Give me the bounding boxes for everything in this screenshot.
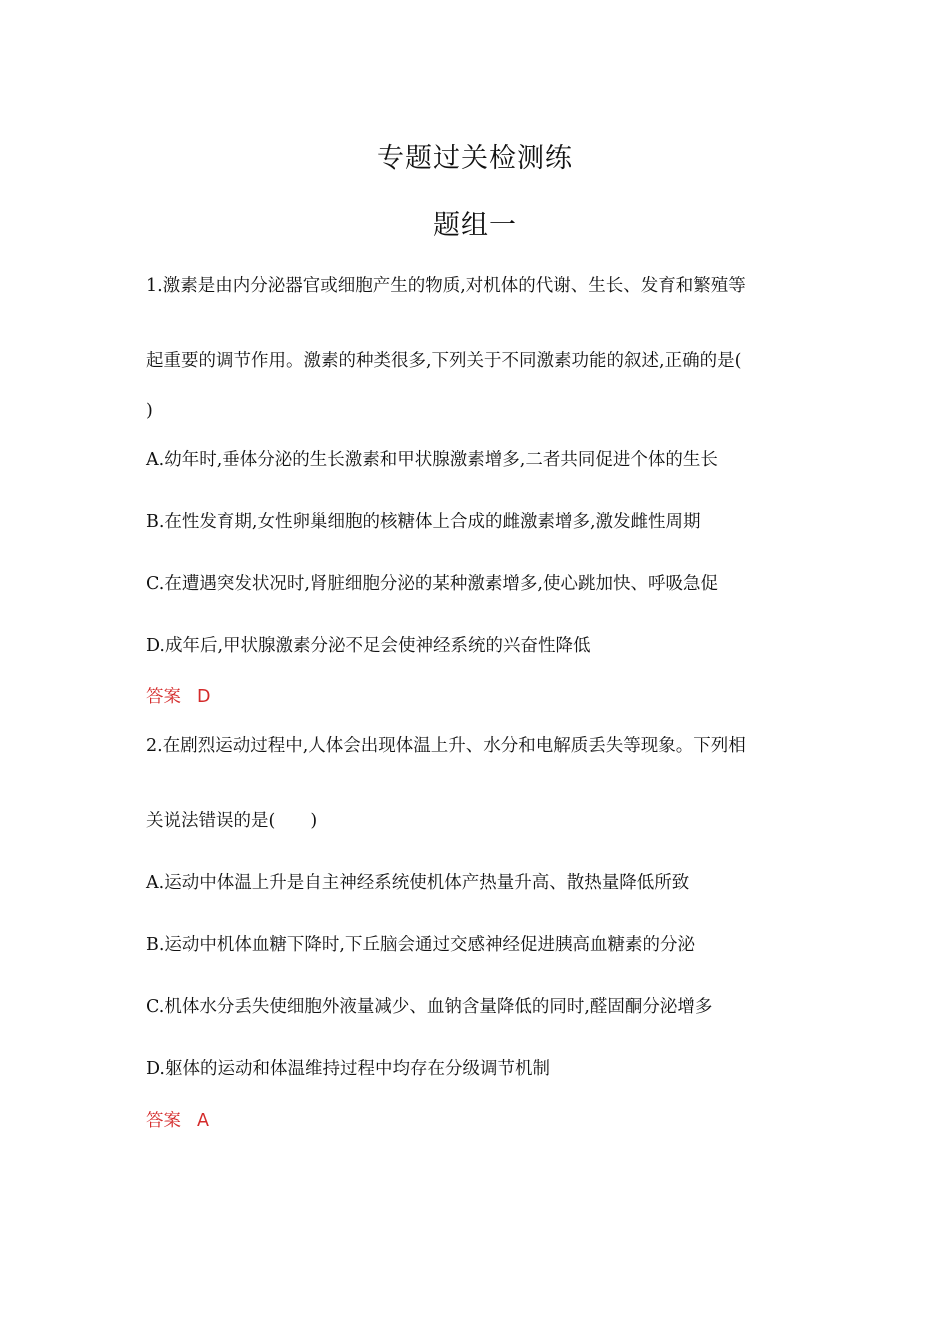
question-1-option-d: D.成年后,甲状腺激素分泌不足会使神经系统的兴奋性降低 [146,636,591,656]
question-1-option-c: C.在遭遇突发状况时,肾脏细胞分泌的某种激素增多,使心跳加快、呼吸急促 [146,574,718,594]
question-1-stem-line-3: ) [146,401,153,421]
question-1-answer [146,685,210,709]
question-2-option-a: A.运动中体温上升是自主神经系统使机体产热量升高、散热量降低所致 [146,873,690,893]
answer-label: 答案 [146,687,181,707]
question-2-option-c: C.机体水分丢失使细胞外液量减少、血钠含量降低的同时,醛固酮分泌增多 [146,997,713,1017]
question-1-option-b: B.在性发育期,女性卵巢细胞的核糖体上合成的雌激素增多,激发雌性周期 [146,512,701,532]
page-title: 专题过关检测练 [377,143,573,174]
question-1-stem-line-2: 起重要的调节作用。激素的种类很多,下列关于不同激素功能的叙述,正确的是( [146,351,742,371]
section-title: 题组一 [433,210,517,241]
question-1-stem-line-1: 1.激素是由内分泌器官或细胞产生的物质,对机体的代谢、生长、发育和繁殖等 [146,276,746,296]
question-1-option-a: A.幼年时,垂体分泌的生长激素和甲状腺激素增多,二者共同促进个体的生长 [146,450,718,470]
question-2-stem-line-2: 关说法错误的是( ) [146,811,318,831]
answer-value: D [197,687,211,707]
answer-label: 答案 [146,1111,181,1131]
question-2-stem-line-1: 2.在剧烈运动过程中,人体会出现体温上升、水分和电解质丢失等现象。下列相 [146,736,746,756]
question-2-option-b: B.运动中机体血糖下降时,下丘脑会通过交感神经促进胰高血糖素的分泌 [146,935,695,955]
question-2-option-d: D.躯体的运动和体温维持过程中均存在分级调节机制 [146,1059,550,1079]
answer-value: A [197,1111,209,1131]
question-2-answer [146,1109,209,1133]
